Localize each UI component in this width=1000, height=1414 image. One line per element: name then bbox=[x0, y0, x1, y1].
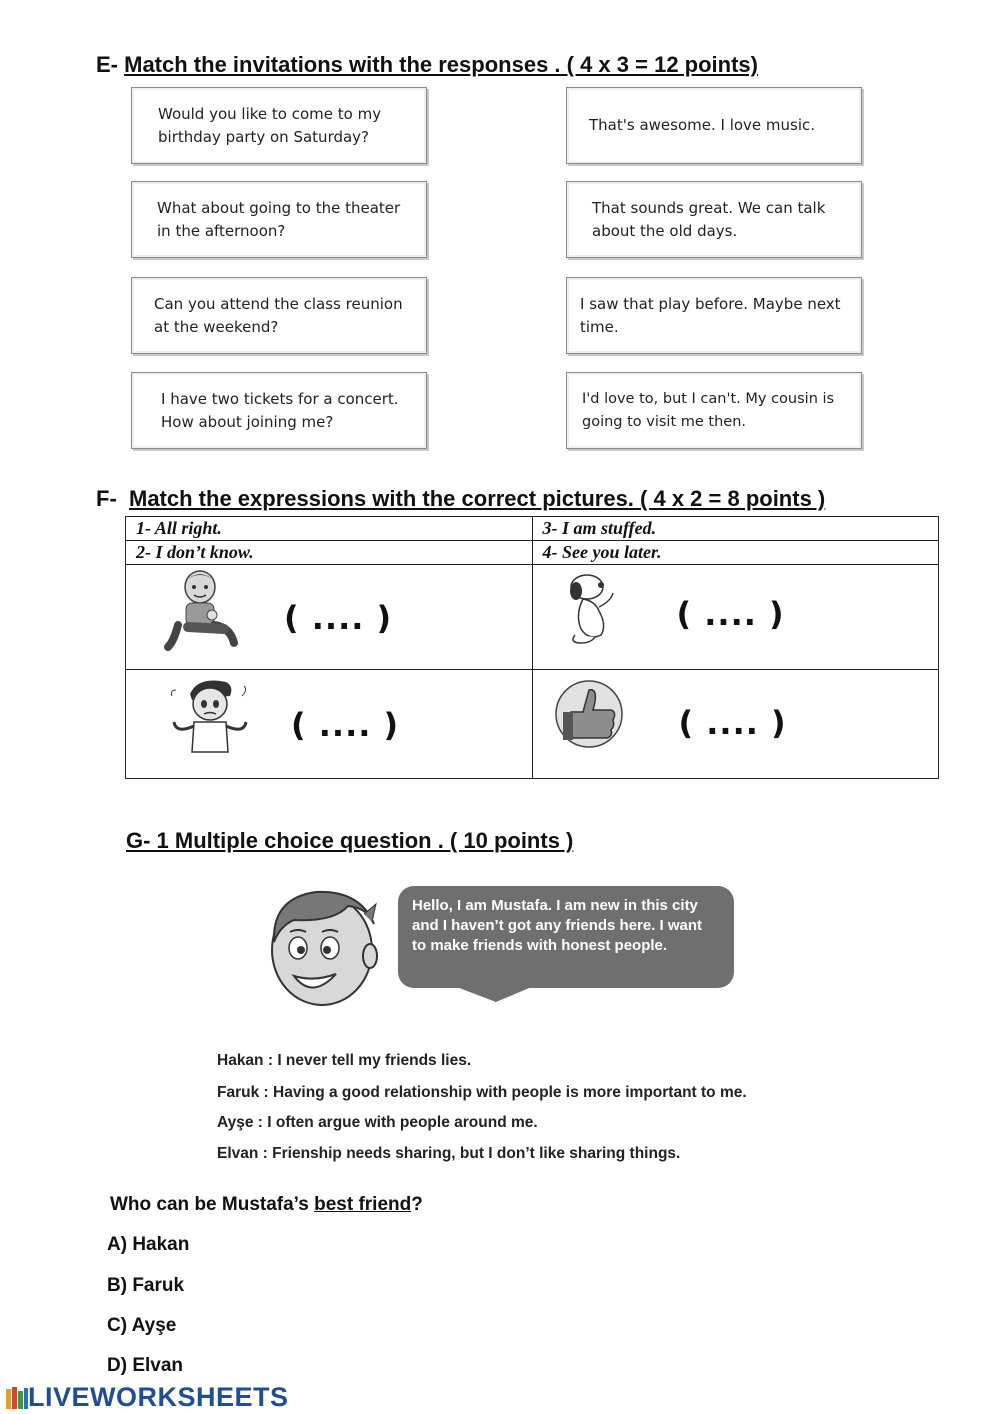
invitation-line: Would you like to come to my bbox=[158, 104, 382, 123]
section-f-title: Match the expressions with the correct pictures. ( 4 x 2 = 8 points ) bbox=[129, 486, 826, 511]
answer-blank[interactable]: ( .... ) bbox=[676, 595, 785, 633]
invitation-line: Can you attend the class reunion bbox=[154, 294, 403, 313]
snoopy-waving-icon bbox=[561, 571, 621, 647]
response-card[interactable] bbox=[566, 87, 862, 164]
mustafa-face-icon bbox=[264, 884, 384, 1014]
expressions-table bbox=[125, 516, 939, 779]
opinion-row bbox=[217, 1145, 680, 1163]
expression-cell: 4- See you later. bbox=[532, 541, 939, 565]
opinion-name: Ayşe : bbox=[217, 1114, 263, 1131]
response-card[interactable] bbox=[566, 372, 862, 449]
opinion-text: Frienship needs sharing, but I don’t like sharing things. bbox=[272, 1145, 681, 1162]
section-f-prefix: F- bbox=[96, 486, 117, 511]
picture-cell bbox=[532, 565, 939, 670]
opinion-text: Having a good relationship with people is more important to me. bbox=[273, 1084, 747, 1101]
speech-text: Hello, I am Mustafa. I am new in this city and I haven’t got any friends here. I want to make friends with honest people. bbox=[412, 897, 703, 954]
invitation-card[interactable] bbox=[131, 87, 427, 164]
opinion-text: I never tell my friends lies. bbox=[277, 1052, 472, 1069]
logo-mark-icon bbox=[6, 1385, 28, 1411]
invitation-line: birthday party on Saturday? bbox=[158, 127, 370, 146]
invitation-card[interactable] bbox=[131, 277, 427, 354]
response-line: going to visit me then. bbox=[582, 413, 747, 430]
opinion-name: Hakan : bbox=[217, 1052, 273, 1069]
invitation-line: at the weekend? bbox=[154, 317, 279, 336]
invitation-card[interactable] bbox=[131, 372, 427, 449]
opinion-name: Faruk : bbox=[217, 1084, 269, 1101]
opinion-text: I often argue with people around me. bbox=[267, 1114, 538, 1131]
invitation-card[interactable] bbox=[131, 181, 427, 258]
opinion-row bbox=[217, 1084, 747, 1102]
question-part: Who can be Mustafa’s bbox=[110, 1194, 315, 1215]
expression-cell: 3- I am stuffed. bbox=[532, 517, 939, 541]
speech-bubble-tail bbox=[454, 986, 534, 1004]
section-g-heading bbox=[126, 828, 573, 854]
picture-cell bbox=[126, 670, 533, 779]
opinion-row bbox=[217, 1114, 538, 1132]
answer-blank[interactable]: ( .... ) bbox=[678, 704, 787, 742]
invitation-line: in the afternoon? bbox=[157, 221, 286, 240]
response-line: That's awesome. I love music. bbox=[589, 116, 816, 134]
response-line: I'd love to, but I can't. My cousin is bbox=[582, 390, 835, 407]
question-text bbox=[110, 1194, 423, 1216]
expression-cell: 1- All right. bbox=[126, 517, 533, 541]
choice-d[interactable]: D) Elvan bbox=[107, 1355, 184, 1376]
section-g-title: G- 1 Multiple choice question . ( 10 points ) bbox=[126, 828, 574, 853]
expression-cell: 2- I don’t know. bbox=[126, 541, 533, 565]
logo-text: LIVEWORKSHEETS bbox=[28, 1382, 289, 1412]
opinion-name: Elvan : bbox=[217, 1145, 268, 1162]
invitation-line: How about joining me? bbox=[161, 412, 334, 431]
picture-cell bbox=[126, 565, 533, 670]
liveworksheets-logo[interactable] bbox=[6, 1382, 289, 1413]
response-line: time. bbox=[580, 317, 619, 336]
section-e-prefix: E- bbox=[96, 52, 118, 77]
choice-c[interactable]: C) Ayşe bbox=[107, 1315, 177, 1336]
question-underlined: best friend bbox=[314, 1194, 412, 1215]
response-card[interactable] bbox=[566, 277, 862, 354]
speech-bubble bbox=[398, 886, 734, 988]
answer-blank[interactable]: ( .... ) bbox=[284, 599, 393, 637]
boy-sitting-icon bbox=[164, 567, 244, 655]
section-f-heading bbox=[96, 486, 825, 512]
choice-b[interactable]: B) Faruk bbox=[107, 1275, 185, 1296]
answer-blank[interactable]: ( .... ) bbox=[291, 706, 400, 744]
opinion-row bbox=[217, 1052, 471, 1070]
choice-a[interactable]: A) Hakan bbox=[107, 1234, 190, 1255]
section-e-title: Match the invitations with the responses . ( 4 x 3 = 12 points) bbox=[124, 52, 758, 77]
response-card[interactable] bbox=[566, 181, 862, 258]
response-line: I saw that play before. Maybe next bbox=[580, 294, 841, 313]
question-part: ? bbox=[411, 1194, 423, 1215]
response-line: about the old days. bbox=[592, 221, 738, 240]
picture-cell bbox=[532, 670, 939, 779]
section-e-heading bbox=[96, 52, 758, 78]
thumbs-up-icon bbox=[553, 676, 627, 760]
invitation-line: What about going to the theater bbox=[157, 198, 401, 217]
invitation-line: I have two tickets for a concert. bbox=[161, 389, 399, 408]
response-line: That sounds great. We can talk bbox=[592, 198, 826, 217]
boy-shrugging-icon bbox=[168, 676, 252, 756]
